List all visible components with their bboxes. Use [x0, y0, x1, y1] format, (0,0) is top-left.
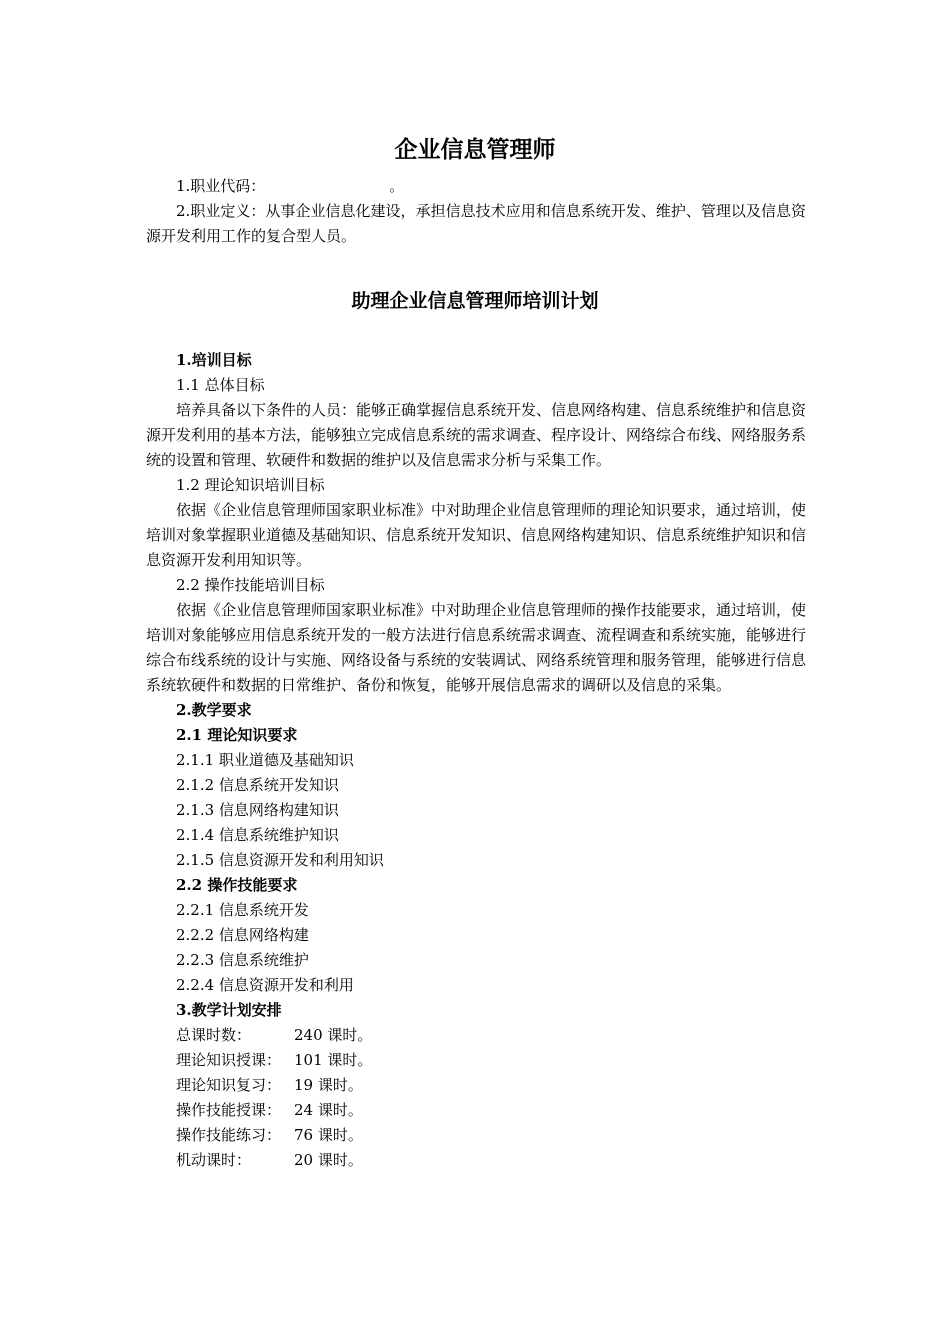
- paragraph: 培养具备以下条件的人员：能够正确掌握信息系统开发、信息网络构建、信息系统维护和信息资源开发利用的基本方法，能够独立完成信息系统的需求调查、程序设计、网络综合布线、网络服务系统的设置和管理、软硬件和数据的维护以及信息需求分析与采集工作。: [146, 401, 807, 469]
- hours-value: 76 课时。: [294, 1126, 363, 1144]
- hours-label: 理论知识授课：: [176, 1051, 282, 1069]
- hours-row: [146, 1048, 806, 1073]
- list-item: 2.1.2 信息系统开发知识: [176, 776, 339, 794]
- list-item: 2.1.1 职业道德及基础知识: [176, 751, 354, 769]
- hours-value: 19 课时。: [294, 1076, 363, 1094]
- plan-body: [146, 348, 806, 1173]
- hours-value: 20 课时。: [294, 1151, 363, 1169]
- intro-block: [146, 174, 806, 249]
- subsection-heading: 2.1 理论知识要求: [176, 726, 298, 744]
- list-item: 2.1.4 信息系统维护知识: [176, 826, 339, 844]
- list-item: 2.2.3 信息系统维护: [176, 951, 309, 969]
- subsection-heading: 2.2 操作技能要求: [176, 876, 298, 894]
- subsection-heading: 1.1 总体目标: [176, 376, 265, 394]
- hours-label: 操作技能授课：: [176, 1101, 282, 1119]
- hours-label: 总课时数：: [176, 1026, 252, 1044]
- paragraph: 依据《企业信息管理师国家职业标准》中对助理企业信息管理师的理论知识要求，通过培训，使培训对象掌握职业道德及基础知识、信息系统开发知识、信息网络构建知识、信息系统维护知识和信息资源开发利用知识等。: [146, 501, 807, 569]
- hours-row: [146, 1098, 806, 1123]
- occupation-code: 1.职业代码： 。: [176, 177, 405, 195]
- list-item: 2.2.2 信息网络构建: [176, 926, 309, 944]
- list-item: 2.1.5 信息资源开发和利用知识: [176, 851, 384, 869]
- hours-value: 24 课时。: [294, 1101, 363, 1119]
- hours-row: [146, 1023, 806, 1048]
- hours-value: 101 课时。: [294, 1051, 373, 1069]
- hours-row: [146, 1123, 806, 1148]
- occupation-definition: 2.职业定义：从事企业信息化建设，承担信息技术应用和信息系统开发、维护、管理以及信息资源开发利用工作的复合型人员。: [146, 202, 806, 245]
- hours-label: 操作技能练习：: [176, 1126, 282, 1144]
- section-heading: 2.教学要求: [176, 701, 252, 719]
- list-item: 2.1.3 信息网络构建知识: [176, 801, 339, 819]
- document-title: 企业信息管理师: [394, 137, 556, 163]
- hours-value: 240 课时。: [294, 1026, 373, 1044]
- paragraph: 依据《企业信息管理师国家职业标准》中对助理企业信息管理师的操作技能要求，通过培训，使培训对象能够应用信息系统开发的一般方法进行信息系统需求调查、流程调查和系统实施，能够进行综合布线系统的设计与实施、网络设备与系统的安装调试、网络系统管理和服务管理，能够进行信息系统软硬件和数据的日常维护、备份和恢复，能够开展信息需求的调研以及信息的采集。: [146, 601, 807, 694]
- list-item: 2.2.4 信息资源开发和利用: [176, 976, 354, 994]
- section-heading: 1.培训目标: [176, 351, 252, 369]
- hours-label: 机动课时：: [176, 1151, 252, 1169]
- subsection-heading: 1.2 理论知识培训目标: [176, 476, 325, 494]
- plan-title: 助理企业信息管理师培训计划: [351, 290, 599, 312]
- list-item: 2.2.1 信息系统开发: [176, 901, 309, 919]
- hours-label: 理论知识复习：: [176, 1076, 282, 1094]
- section-heading: 3.教学计划安排: [176, 1001, 282, 1019]
- hours-row: [146, 1073, 806, 1098]
- subsection-heading: 2.2 操作技能培训目标: [176, 576, 325, 594]
- hours-row: [146, 1148, 806, 1173]
